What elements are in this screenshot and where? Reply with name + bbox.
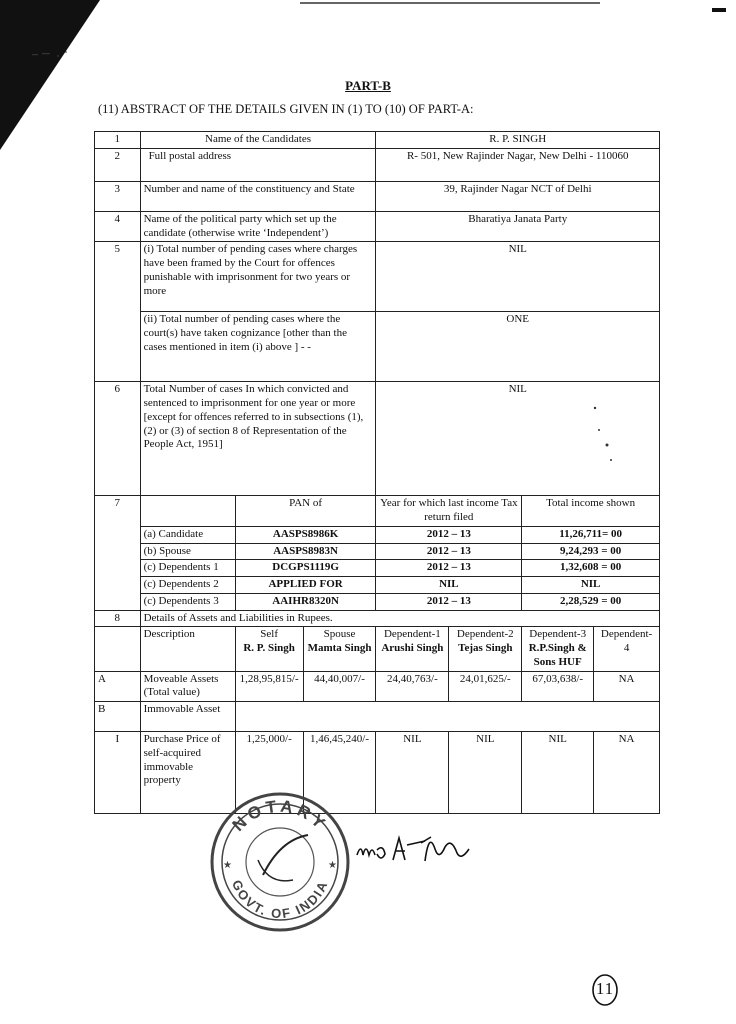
signature	[355, 825, 470, 880]
row-party	[95, 211, 660, 242]
row-description: Purchase Price of self-acquired immovable property	[140, 732, 235, 814]
dependent2-value: NIL	[449, 732, 522, 814]
pan-row	[95, 593, 660, 610]
dependent2-value: 24,01,625/-	[449, 671, 522, 702]
dependent3-value: NIL	[522, 732, 594, 814]
year-value: 2012 – 13	[376, 543, 522, 560]
pan-row	[95, 560, 660, 577]
row-label: Number and name of the constituency and State	[140, 181, 376, 211]
section-subheading: (11) ABSTRACT OF THE DETAILS GIVEN IN (1) TO (10) OF PART-A:	[98, 102, 474, 116]
page-number: 11	[595, 979, 615, 998]
assets-header-row	[95, 627, 660, 671]
income-header: Total income shown	[522, 496, 660, 527]
dependent4-value: NA	[594, 732, 660, 814]
row-constituency	[95, 181, 660, 211]
person-label: (c) Dependents 3	[140, 593, 235, 610]
person-label: (b) Spouse	[140, 543, 235, 560]
row-number: 7	[95, 496, 141, 610]
row-id: I	[95, 732, 141, 814]
assets-title-row	[95, 610, 660, 627]
income-value: 11,26,711= 00	[522, 526, 660, 543]
blank-cell	[95, 627, 141, 671]
pan-value: AASPS8983N	[235, 543, 376, 560]
row-number: 4	[95, 211, 141, 242]
party-name: Bharatiya Janata Party	[376, 211, 660, 242]
self-value: 1,28,95,815/-	[235, 671, 303, 702]
row-pending-cases-ii	[95, 312, 660, 382]
pending-cases-ii-value: ONE	[376, 312, 660, 382]
header-name: Tejas Singh	[458, 642, 513, 654]
postal-address: R- 501, New Rajinder Nagar, New Delhi - 110060	[376, 148, 660, 181]
row-label: Name of the political party which set up the candidate (otherwise write ‘Independent’)	[140, 211, 376, 242]
self-value: 1,25,000/-	[235, 732, 303, 814]
spouse-header	[303, 627, 376, 671]
spouse-value: 44,40,007/-	[303, 671, 376, 702]
moveable-assets-row	[95, 671, 660, 702]
row-label: (ii) Total number of pending cases where the court(s) have taken cognizance [other than the cases mentioned in item (i) above ] - -	[140, 312, 376, 382]
dependent1-header	[376, 627, 449, 671]
pending-cases-i-value: NIL	[376, 242, 660, 312]
dependent1-value: 24,40,763/-	[376, 671, 449, 702]
person-label: (a) Candidate	[140, 526, 235, 543]
dependent2-header	[449, 627, 522, 671]
person-label: (c) Dependents 2	[140, 577, 235, 594]
description-header: Description	[140, 627, 235, 671]
page-title: PART-B	[345, 78, 391, 93]
spouse-value: 1,46,45,240/-	[303, 732, 376, 814]
row-label: (i) Total number of pending cases where charges have been framed by the Court for offences punishable with imprisonment for two years or more	[140, 242, 376, 312]
pan-value: AAIHR8320N	[235, 593, 376, 610]
row-number: 1	[95, 132, 141, 149]
row-number: 6	[95, 382, 141, 496]
row-number: 5	[95, 242, 141, 382]
income-value: 9,24,293 = 00	[522, 543, 660, 560]
notary-seal	[208, 790, 353, 935]
pan-value: AASPS8986K	[235, 526, 376, 543]
header-line: Dependent-2	[456, 628, 514, 641]
pan-row	[95, 543, 660, 560]
row-candidate-name	[95, 132, 660, 149]
pan-value: APPLIED FOR	[235, 577, 376, 594]
header-line: Dependent-1	[383, 628, 441, 641]
dependent4-value: NA	[594, 671, 660, 702]
income-value: 2,28,529 = 00	[522, 593, 660, 610]
header-line: Self	[260, 628, 279, 641]
dependent1-value: NIL	[376, 732, 449, 814]
income-value: 1,32,608 = 00	[522, 560, 660, 577]
header-name: R. P. Singh	[243, 642, 295, 654]
pan-row	[95, 577, 660, 594]
dependent3-value: 67,03,638/-	[522, 671, 594, 702]
assets-title: Details of Assets and Liabilities in Rupees.	[140, 610, 659, 627]
year-value: 2012 – 13	[376, 560, 522, 577]
handwritten-page-number	[590, 972, 620, 1008]
abstract-table	[94, 131, 660, 814]
year-header: Year for which last income Tax return filed	[376, 496, 522, 527]
seal-top-text: NOTARY	[228, 796, 332, 835]
svg-text:★: ★	[223, 860, 232, 871]
header-name: R.P.Singh & Sons HUF	[528, 642, 587, 668]
self-header	[235, 627, 303, 671]
income-value: NIL	[522, 577, 660, 594]
header-line: Dependent-	[600, 628, 653, 641]
row-number: 3	[95, 181, 141, 211]
pan-header: PAN of	[235, 496, 376, 527]
constituency: 39, Rajinder Nagar NCT of Delhi	[376, 181, 660, 211]
candidate-name: R. P. SINGH	[376, 132, 660, 149]
row-convictions	[95, 382, 660, 496]
header-line: Dependent-3	[529, 628, 587, 641]
header-line: Spouse	[323, 628, 356, 641]
row-id: B	[95, 702, 141, 732]
row-id: A	[95, 671, 141, 702]
person-label: (c) Dependents 1	[140, 560, 235, 577]
scan-specks	[30, 50, 70, 60]
convictions-value: NIL	[376, 382, 660, 496]
blank-cell	[235, 702, 659, 732]
svg-text:GOVT. OF INDIA	[229, 878, 331, 922]
scan-corner-fold	[0, 0, 100, 150]
svg-text:NOTARY	[229, 797, 332, 835]
dependent4-header	[594, 627, 660, 671]
row-postal-address	[95, 148, 660, 181]
scan-top-line	[300, 2, 600, 4]
svg-text:★: ★	[328, 860, 337, 871]
scan-marks	[585, 400, 625, 480]
row-pending-cases-i	[95, 242, 660, 312]
seal-bottom-text: GOVT. OF INDIA	[229, 877, 331, 922]
immovable-assets-row	[95, 702, 660, 732]
scan-mark	[712, 8, 726, 12]
year-value: NIL	[376, 577, 522, 594]
header-name: 4	[623, 642, 630, 654]
pan-value: DCGPS1119G	[235, 560, 376, 577]
row-label: Name of the Candidates	[140, 132, 376, 149]
row-number: 8	[95, 610, 141, 627]
pan-header-row	[95, 496, 660, 527]
row-label: Total Number of cases In which convicted and sentenced to imprisonment for one year or more [except for offences referred to in subsections (1), (2) or (3) of section 8 of Representation of the People Act, 1951]	[140, 382, 376, 496]
row-description: Immovable Asset	[140, 702, 235, 732]
header-name: Mamta Singh	[307, 642, 372, 654]
row-label: Full postal address	[140, 148, 376, 181]
pan-row	[95, 526, 660, 543]
row-number: 2	[95, 148, 141, 181]
row-description: Moveable Assets (Total value)	[140, 671, 235, 702]
blank-cell	[140, 496, 235, 527]
year-value: 2012 – 13	[376, 593, 522, 610]
dependent3-header	[522, 627, 594, 671]
year-value: 2012 – 13	[376, 526, 522, 543]
header-name: Arushi Singh	[381, 642, 444, 654]
purchase-price-row	[95, 732, 660, 814]
